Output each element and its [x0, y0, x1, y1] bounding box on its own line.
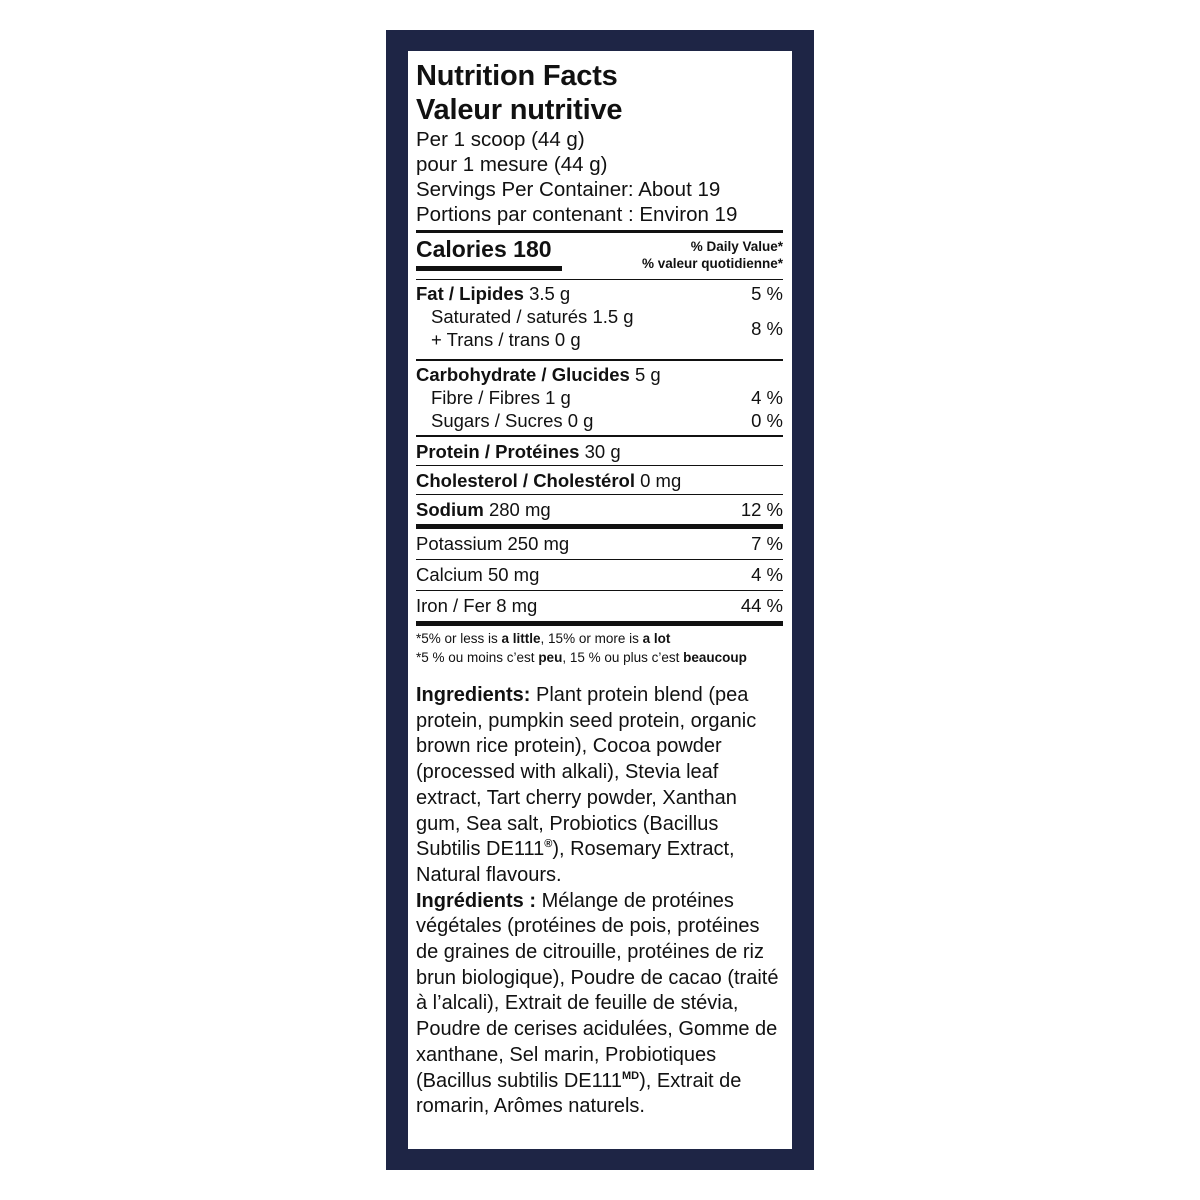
- footnote-fr: *5 % ou moins c’est peu, 15 % ou plus c’est beaucoup: [416, 650, 747, 665]
- iron-label: Iron / Fer 8 mg: [416, 595, 538, 616]
- carb-label: Carbohydrate / Glucides: [416, 364, 630, 385]
- calories-underline: [416, 266, 562, 271]
- ingredients-en-label: Ingredients:: [416, 684, 531, 706]
- serving-size-en: Per 1 scoop (44 g): [416, 128, 585, 151]
- sugars-pct: 0 %: [751, 410, 783, 431]
- title-en: Nutrition Facts: [416, 60, 618, 92]
- sat-trans-pct: 8 %: [751, 317, 783, 339]
- cholesterol-label: Cholesterol / Cholestérol: [416, 470, 635, 491]
- protein-label: Protein / Protéines: [416, 441, 580, 462]
- fat-amount: 3.5 g: [523, 283, 571, 304]
- iron-row: [416, 591, 783, 621]
- servings-per-container-en: Servings Per Container: About 19: [416, 178, 721, 201]
- calcium-label: Calcium 50 mg: [416, 564, 540, 585]
- nutrition-facts-panel: [408, 51, 792, 694]
- md-mark: MD: [622, 1069, 640, 1082]
- fat-row: [416, 280, 783, 305]
- trans-label: + Trans / trans 0 g: [431, 329, 581, 350]
- serving-size-fr: pour 1 mesure (44 g): [416, 153, 608, 176]
- daily-value-en: % Daily Value*: [690, 239, 783, 254]
- calcium-row: [416, 560, 783, 590]
- fibre-row: [416, 386, 783, 409]
- cholesterol-row: [416, 466, 783, 494]
- protein-amount: 30 g: [579, 441, 621, 462]
- calories-label: Calories 180: [416, 236, 552, 262]
- footnote-en: *5% or less is a little, 15% or more is a lot: [416, 631, 671, 646]
- daily-value-header: [642, 235, 783, 272]
- cholesterol-amount: 0 mg: [634, 470, 682, 491]
- potassium-row: [416, 529, 783, 559]
- fibre-pct: 4 %: [751, 387, 783, 408]
- potassium-pct: 7 %: [751, 533, 783, 554]
- fat-label: Fat / Lipides: [416, 283, 524, 304]
- saturated-row: [416, 305, 634, 328]
- sugars-label: Sugars / Sucres 0 g: [431, 410, 594, 431]
- trans-row: [416, 328, 634, 351]
- fat-pct: 5 %: [751, 283, 783, 304]
- potassium-label: Potassium 250 mg: [416, 533, 570, 554]
- ingredients-panel: [408, 677, 792, 1149]
- saturated-label: Saturated / saturés 1.5 g: [431, 306, 634, 327]
- title-fr: Valeur nutritive: [416, 94, 623, 126]
- sodium-amount: 280 mg: [483, 499, 551, 520]
- iron-pct: 44 %: [740, 595, 783, 616]
- carb-amount: 5 g: [629, 364, 661, 385]
- carbohydrate-row: [416, 361, 783, 386]
- ingredients-fr-label: Ingrédients :: [416, 889, 537, 912]
- sugars-row: [416, 409, 783, 432]
- ingredients-en: Ingredients: Plant protein blend (pea protein, pumpkin seed protein, organic brown rice protein), Cocoa powder (processed with alkali), Stevia leaf extract, Tart cherry powder, Xanthan gum, Sea salt, Probiotics (Bacillus Subtilis DE111®), Rosemary Extract, Natural flavours.: [416, 684, 757, 886]
- sodium-label: Sodium: [416, 499, 484, 520]
- daily-value-fr: % valeur quotidienne*: [641, 256, 783, 271]
- calories-row: [416, 233, 783, 279]
- footnote: [416, 626, 783, 667]
- registered-mark: ®: [544, 838, 553, 851]
- sat-trans-group: [416, 305, 783, 351]
- sodium-row: [416, 495, 783, 524]
- label-frame: [386, 30, 814, 1170]
- sodium-pct: 12 %: [740, 499, 783, 520]
- fibre-label: Fibre / Fibres 1 g: [431, 387, 571, 408]
- servings-per-container-fr: Portions par contenant : Environ 19: [416, 203, 738, 226]
- protein-row: [416, 437, 783, 465]
- calcium-pct: 4 %: [751, 564, 783, 585]
- ingredients-fr: Ingrédients : Mélange de protéines végétales (protéines de pois, protéines de graines de citrouille, protéines de riz brun biologique), Poudre de cacao (traité à l’alcali), Extrait de feuille de stévia, Poudre de cerises acidulées, Gomme de xanthane, Sel marin, Probiotiques (Bacillus subtilis $DE111^{MD}$), Extrait de romarin, Arômes naturels.: [416, 889, 779, 1118]
